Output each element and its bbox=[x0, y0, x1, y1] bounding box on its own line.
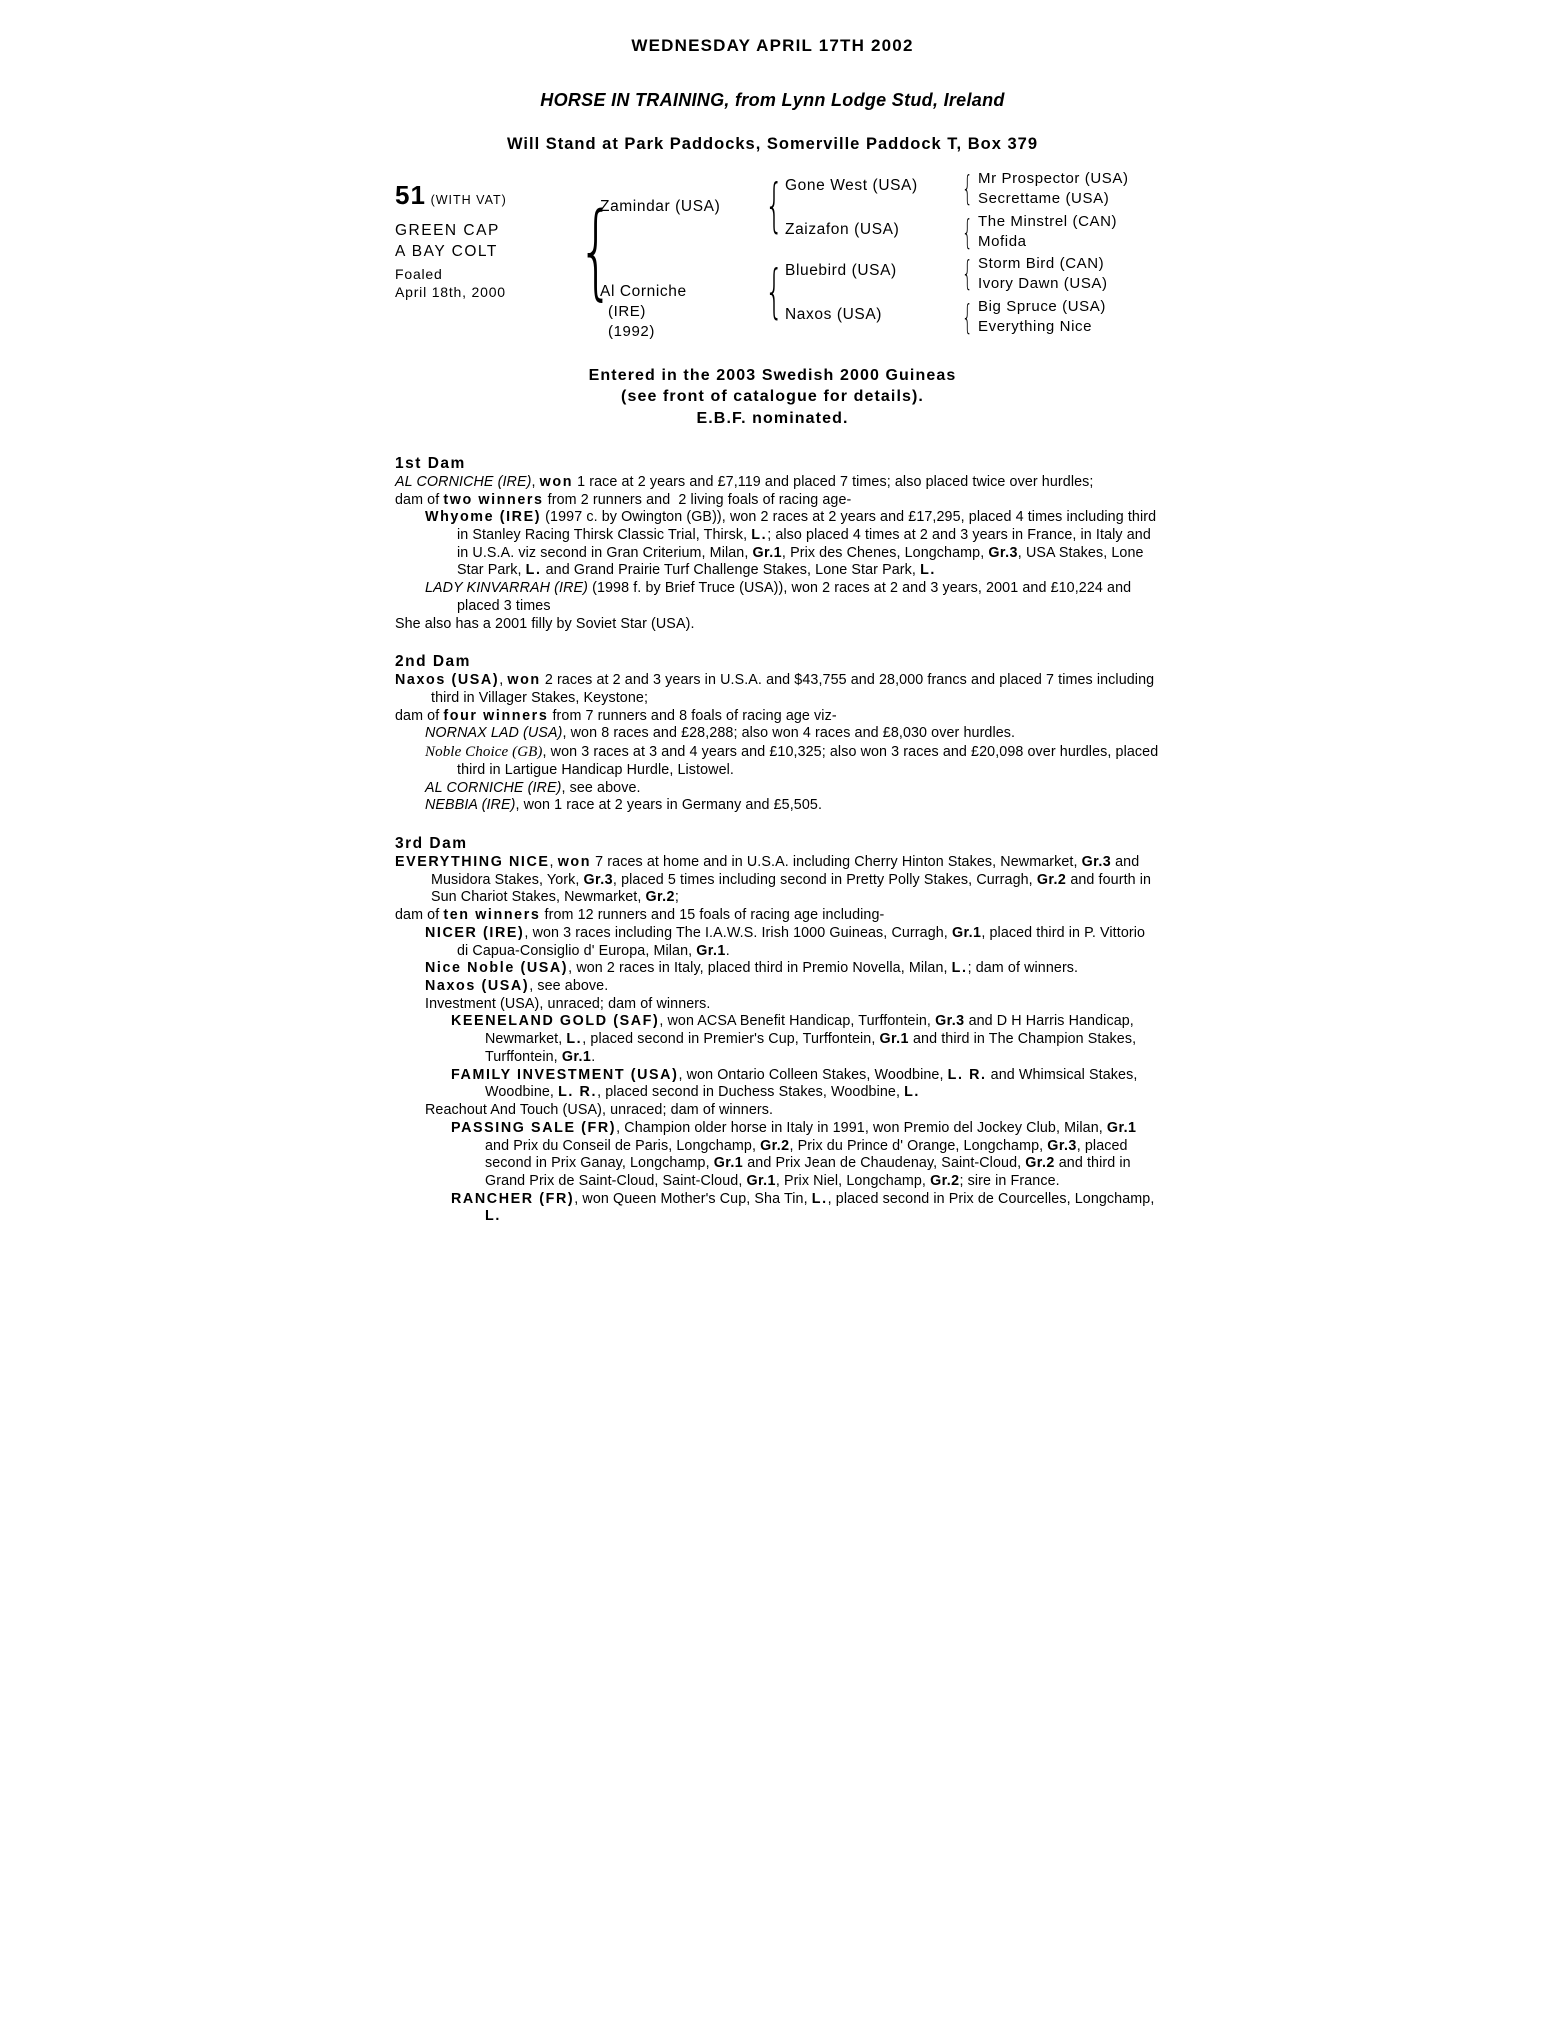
second-dam-produce: AL CORNICHE (IRE), see above. bbox=[425, 779, 641, 796]
pedigree-main-brace: { bbox=[578, 191, 615, 311]
dam-dam-name: Naxos (USA) bbox=[785, 306, 883, 323]
second-dam-line: dam of four winners from 7 runners and 8 foals of racing age viz- bbox=[395, 707, 837, 724]
gp-4: Mofida bbox=[978, 233, 1027, 250]
entered-line-3: E.B.F. nominated. bbox=[696, 409, 849, 427]
gp-2: Secrettame (USA) bbox=[978, 190, 1110, 207]
lot-details bbox=[395, 180, 570, 300]
dam-name: Al Corniche bbox=[600, 283, 687, 300]
third-dam-produce: NICER (IRE), won 3 races including The I.A.W.S. Irish 1000 Guineas, Curragh, Gr.1, placed third in P. Vittorio di Capua-Consiglio d' Europa, Milan, Gr.1. bbox=[425, 924, 1146, 959]
dam-year: (1992) bbox=[608, 323, 655, 340]
second-dam-line: Naxos (USA), won 2 races at 2 and 3 years in U.S.A. and $43,755 and 28,000 francs and placed 7 times including third in Villager Stakes, Keystone; bbox=[395, 672, 1155, 706]
third-dam-produce: KEENELAND GOLD (SAF), won ACSA Benefit Handicap, Turffontein, Gr.3 and D H Harris Handicap, Newmarket, L., placed second in Premier's Cup, Turffontein, Gr.1 and third in The Champion Stakes, Turffontein, Gr.1. bbox=[451, 1013, 1137, 1065]
first-dam-note: She also has a 2001 filly by Soviet Star (USA). bbox=[395, 615, 695, 632]
third-dam-produce: Reachout And Touch (USA), unraced; dam of winners. bbox=[425, 1102, 774, 1119]
gp-8: Everything Nice bbox=[978, 318, 1093, 335]
third-dam-line: EVERYTHING NICE, won 7 races at home and in U.S.A. including Cherry Hinton Stakes, Newmarket, Gr.3 and Musidora Stakes, York, Gr.3, placed 5 times including second in Pretty Polly Stakes, Curragh, Gr.2 and fourth in Sun Chariot Stakes, Newmarket, Gr.2; bbox=[395, 854, 1152, 906]
sire-dam-name: Zaizafon (USA) bbox=[785, 221, 900, 238]
lot-foaled-label: Foaled bbox=[395, 266, 443, 282]
lot-number-line bbox=[395, 180, 570, 211]
first-dam-heading: 1st Dam bbox=[395, 454, 466, 472]
third-dam-produce: PASSING SALE (FR), Champion older horse in Italy in 1991, won Premio del Jockey Club, Milan, Gr.1 and Prix du Conseil de Paris, Longchamp, Gr.2, Prix du Prince d' Orange, Longchamp, Gr.3, placed second in Prix Ganay, Longchamp, Gr.1 and Prix Jean de Chaudenay, Saint-Cloud, Gr.2 and third in Grand Prix de Saint-Cloud, Saint-Cloud, Gr.1, Prix Niel, Longchamp, Gr.2; sire in France. bbox=[451, 1119, 1137, 1189]
third-dam-line: dam of ten winners from 12 runners and 15 foals of racing age including- bbox=[395, 907, 885, 924]
page-date: WEDNESDAY APRIL 17TH 2002 bbox=[631, 36, 914, 55]
stand-line: Will Stand at Park Paddocks, Somerville Paddock T, Box 379 bbox=[506, 135, 1039, 153]
first-dam-produce: LADY KINVARRAH (IRE) (1998 f. by Brief Truce (USA)), won 2 races at 2 and 3 years, 2001 and £10,224 and placed 3 times bbox=[425, 580, 1132, 614]
lot-cap: GREEN CAP bbox=[395, 222, 500, 239]
pedigree-block bbox=[0, 169, 1545, 345]
first-dam-produce: Whyome (IRE) (1997 c. by Owington (GB)), won 2 races at 2 years and £17,295, placed 4 times including third in Stanley Racing Thirsk Classic Trial, Thirsk, L.; also placed 4 times at 2 and 3 years in France, in Italy and in U.S.A. viz second in Gran Criterium, Milan, Gr.1, Prix des Chenes, Longchamp, Gr.3, USA Stakes, Lone Star Park, L. and Grand Prairie Turf Challenge Stakes, Lone Star Park, L. bbox=[425, 509, 1157, 579]
gp-7: Big Spruce (USA) bbox=[978, 298, 1106, 315]
third-dam-produce: RANCHER (FR), won Queen Mother's Cup, Sha Tin, L., placed second in Prix de Courcelles, Longchamp, L. bbox=[451, 1190, 1155, 1225]
lot-foaled-date: April 18th, 2000 bbox=[395, 284, 506, 300]
pedigree-text bbox=[0, 455, 1545, 1226]
dam-sire-brace: { bbox=[962, 254, 973, 294]
third-dam-produce: FAMILY INVESTMENT (USA), won Ontario Colleen Stakes, Woodbine, L. R. and Whimsical Stakes, Woodbine, L. R., placed second in Duchess Stakes, Woodbine, L. bbox=[451, 1066, 1138, 1101]
third-dam-produce: Nice Noble (USA), won 2 races in Italy, placed third in Premio Novella, Milan, L.; dam of winners. bbox=[425, 960, 1079, 977]
page-subtitle: HORSE IN TRAINING, from Lynn Lodge Stud, Ireland bbox=[540, 90, 1005, 110]
lot-number: 51 bbox=[395, 180, 426, 210]
dam-dam-brace: { bbox=[962, 298, 973, 338]
sire-sire-brace: { bbox=[962, 169, 973, 209]
first-dam-line: AL CORNICHE (IRE), won 1 race at 2 years and £7,119 and placed 7 times; also placed twice over hurdles; bbox=[395, 473, 1094, 490]
sire-sire-name: Gone West (USA) bbox=[785, 177, 918, 194]
lot-colour-sex: A BAY COLT bbox=[395, 243, 498, 260]
sire-brace: { bbox=[765, 171, 784, 239]
catalogue-page bbox=[0, 36, 1545, 2036]
dam-brace: { bbox=[765, 257, 784, 325]
gp-3: The Minstrel (CAN) bbox=[978, 213, 1118, 230]
second-dam-produce: NEBBIA (IRE), won 1 race at 2 years in Germany and £5,505. bbox=[425, 797, 823, 814]
sire-dam-brace: { bbox=[962, 213, 973, 253]
sire-name: Zamindar (USA) bbox=[600, 198, 721, 215]
third-dam-produce: Investment (USA), unraced; dam of winners. bbox=[425, 995, 711, 1012]
entered-line-1: Entered in the 2003 Swedish 2000 Guineas bbox=[588, 367, 957, 384]
entered-line-2: (see front of catalogue for details). bbox=[621, 388, 924, 406]
gp-6: Ivory Dawn (USA) bbox=[978, 275, 1108, 292]
dam-sire-name: Bluebird (USA) bbox=[785, 262, 897, 279]
entered-block bbox=[0, 365, 1545, 429]
first-dam-line: dam of two winners from 2 runners and 2 living foals of racing age- bbox=[395, 491, 852, 508]
third-dam-produce: Naxos (USA), see above. bbox=[425, 978, 609, 995]
second-dam-produce: Noble Choice (GB), won 3 races at 3 and 4 years and £10,325; also won 3 races and £20,098 over hurdles, placed third in Lartigue Handicap Hurdle, Listowel. bbox=[425, 744, 1159, 778]
gp-1: Mr Prospector (USA) bbox=[978, 170, 1129, 187]
third-dam-heading: 3rd Dam bbox=[395, 835, 468, 853]
lot-vat: (WITH VAT) bbox=[430, 193, 507, 207]
second-dam-heading: 2nd Dam bbox=[395, 653, 471, 671]
dam-suffix: (IRE) bbox=[608, 303, 646, 320]
gp-5: Storm Bird (CAN) bbox=[978, 255, 1105, 272]
second-dam-produce: NORNAX LAD (USA), won 8 races and £28,288; also won 4 races and £8,030 over hurdles. bbox=[425, 725, 1016, 742]
